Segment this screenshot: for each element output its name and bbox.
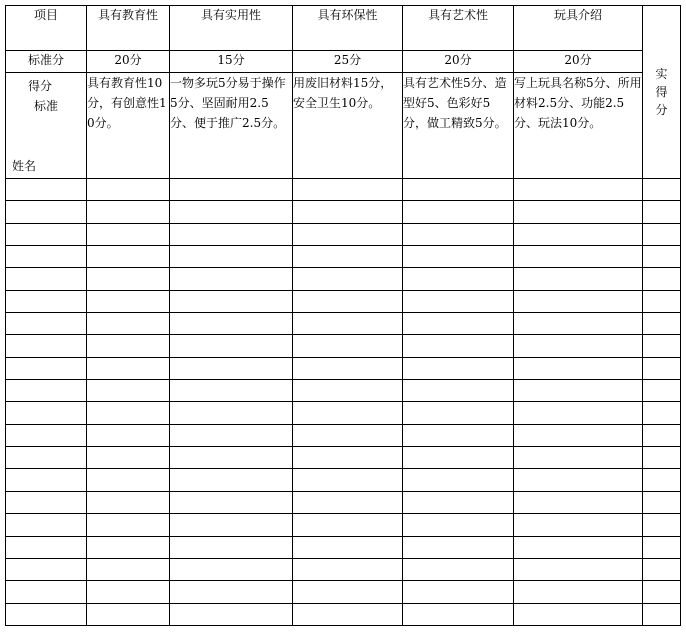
score-cell[interactable] (293, 245, 403, 267)
score-cell[interactable] (87, 268, 170, 290)
score-cell[interactable] (403, 558, 514, 580)
standard-score-artistic: 20分 (403, 50, 514, 72)
score-cell[interactable] (403, 424, 514, 446)
score-entry-row (6, 469, 681, 491)
student-name-cell[interactable] (6, 536, 87, 558)
student-name-cell[interactable] (6, 514, 87, 536)
standard-score-row (6, 50, 681, 72)
score-cell[interactable] (87, 290, 170, 312)
criteria-educational: 具有教育性10分，有创意性10分。 (87, 73, 170, 179)
criteria-row (6, 73, 681, 179)
score-entry-row (6, 223, 681, 245)
actual-score-cell[interactable] (643, 268, 681, 290)
score-entry-row (6, 357, 681, 379)
score-cell[interactable] (170, 178, 293, 200)
header-actual-score: 实得分 (643, 6, 681, 179)
score-cell[interactable] (293, 335, 403, 357)
actual-score-cell[interactable] (643, 536, 681, 558)
score-entry-row (6, 312, 681, 334)
score-cell[interactable] (403, 223, 514, 245)
criteria-eco-friendly: 用废旧材料15分，安全卫生10分。 (293, 73, 403, 179)
actual-score-cell[interactable] (643, 357, 681, 379)
actual-score-cell[interactable] (643, 290, 681, 312)
score-cell[interactable] (403, 536, 514, 558)
standard-score-label: 标准分 (6, 50, 87, 72)
score-cell[interactable] (170, 536, 293, 558)
criteria-toy-intro: 写上玩具名称5分、所用材料2.5分、功能2.5分、玩法10分。 (514, 73, 643, 179)
actual-score-cell[interactable] (643, 603, 681, 625)
score-cell[interactable] (170, 491, 293, 513)
score-cell[interactable] (514, 558, 643, 580)
student-name-cell[interactable] (6, 469, 87, 491)
score-entry-row (6, 268, 681, 290)
score-entry-row (6, 178, 681, 200)
score-cell[interactable] (293, 268, 403, 290)
score-cell[interactable] (87, 245, 170, 267)
header-toy-intro: 玩具介绍 (514, 6, 643, 51)
score-cell[interactable] (403, 312, 514, 334)
score-cell[interactable] (293, 603, 403, 625)
student-name-cell[interactable] (6, 178, 87, 200)
score-cell[interactable] (403, 581, 514, 603)
header-artistic: 具有艺术性 (403, 6, 514, 51)
score-cell[interactable] (293, 424, 403, 446)
header-item: 项目 (6, 6, 87, 51)
student-name-cell[interactable] (6, 581, 87, 603)
score-cell[interactable] (87, 380, 170, 402)
standard-score-educational: 20分 (87, 50, 170, 72)
score-cell[interactable] (514, 581, 643, 603)
score-cell[interactable] (293, 491, 403, 513)
score-entry-row (6, 491, 681, 513)
header-practical: 具有实用性 (170, 6, 293, 51)
score-cell[interactable] (170, 357, 293, 379)
student-name-cell[interactable] (6, 402, 87, 424)
score-entry-row (6, 380, 681, 402)
score-cell[interactable] (87, 201, 170, 223)
student-name-cell[interactable] (6, 201, 87, 223)
student-name-cell[interactable] (6, 268, 87, 290)
score-cell[interactable] (514, 514, 643, 536)
actual-score-cell[interactable] (643, 312, 681, 334)
score-cell[interactable] (170, 514, 293, 536)
score-entry-row (6, 245, 681, 267)
score-cell[interactable] (170, 581, 293, 603)
score-cell[interactable] (170, 424, 293, 446)
standard-score-eco-friendly: 25分 (293, 50, 403, 72)
score-cell[interactable] (293, 357, 403, 379)
score-cell[interactable] (514, 536, 643, 558)
criteria-name-cell (6, 73, 87, 179)
score-cell[interactable] (514, 178, 643, 200)
score-cell[interactable] (403, 380, 514, 402)
score-cell[interactable] (403, 603, 514, 625)
actual-score-cell[interactable] (643, 223, 681, 245)
score-cell[interactable] (514, 447, 643, 469)
actual-score-cell[interactable] (643, 514, 681, 536)
score-entry-row (6, 514, 681, 536)
score-entry-row (6, 402, 681, 424)
score-cell[interactable] (514, 335, 643, 357)
score-cell[interactable] (293, 447, 403, 469)
score-cell[interactable] (170, 245, 293, 267)
score-cell[interactable] (87, 469, 170, 491)
score-cell[interactable] (87, 312, 170, 334)
score-cell[interactable] (293, 178, 403, 200)
student-name-cell[interactable] (6, 424, 87, 446)
score-cell[interactable] (293, 201, 403, 223)
header-eco-friendly: 具有环保性 (293, 6, 403, 51)
criteria-practical: 一物多玩5分易于操作5分、坚固耐用2.5分、便于推广2.5分。 (170, 73, 293, 179)
student-name-cell[interactable] (6, 380, 87, 402)
score-cell[interactable] (403, 447, 514, 469)
score-cell[interactable] (170, 603, 293, 625)
score-entry-row (6, 290, 681, 312)
actual-score-cell[interactable] (643, 424, 681, 446)
score-cell[interactable] (170, 201, 293, 223)
score-cell[interactable] (170, 469, 293, 491)
actual-score-cell[interactable] (643, 491, 681, 513)
score-cell[interactable] (87, 447, 170, 469)
score-cell[interactable] (170, 268, 293, 290)
score-cell[interactable] (293, 223, 403, 245)
score-cell[interactable] (170, 558, 293, 580)
score-cell[interactable] (514, 402, 643, 424)
score-cell[interactable] (87, 581, 170, 603)
actual-score-cell[interactable] (643, 245, 681, 267)
score-cell[interactable] (403, 402, 514, 424)
score-cell[interactable] (87, 558, 170, 580)
standard-score-toy-intro: 20分 (514, 50, 643, 72)
score-cell[interactable] (514, 603, 643, 625)
actual-score-cell[interactable] (643, 558, 681, 580)
actual-score-cell[interactable] (643, 402, 681, 424)
score-cell[interactable] (514, 469, 643, 491)
score-cell[interactable] (403, 491, 514, 513)
actual-score-cell[interactable] (643, 581, 681, 603)
score-cell[interactable] (403, 178, 514, 200)
criteria-artistic: 具有艺术性5分、造型好5、色彩好5分，做工精致5分。 (403, 73, 514, 179)
score-cell[interactable] (293, 469, 403, 491)
student-name-cell[interactable] (6, 245, 87, 267)
score-entry-row (6, 536, 681, 558)
score-cell[interactable] (403, 290, 514, 312)
score-cell[interactable] (293, 581, 403, 603)
actual-score-cell[interactable] (643, 380, 681, 402)
actual-score-cell[interactable] (643, 178, 681, 200)
score-cell[interactable] (514, 424, 643, 446)
score-cell[interactable] (514, 268, 643, 290)
actual-score-cell[interactable] (643, 447, 681, 469)
score-cell[interactable] (293, 402, 403, 424)
score-cell[interactable] (403, 245, 514, 267)
student-name-cell[interactable] (6, 223, 87, 245)
actual-score-cell[interactable] (643, 335, 681, 357)
score-entry-row (6, 447, 681, 469)
student-name-cell[interactable] (6, 335, 87, 357)
score-cell[interactable] (403, 357, 514, 379)
student-name-cell[interactable] (6, 558, 87, 580)
score-cell[interactable] (514, 312, 643, 334)
name-label: 姓名 (12, 159, 37, 174)
score-cell[interactable] (514, 357, 643, 379)
score-cell[interactable] (403, 201, 514, 223)
actual-score-cell[interactable] (643, 201, 681, 223)
score-cell[interactable] (87, 491, 170, 513)
score-cell[interactable] (293, 536, 403, 558)
score-cell[interactable] (170, 447, 293, 469)
student-name-cell[interactable] (6, 357, 87, 379)
score-cell[interactable] (87, 357, 170, 379)
score-cell[interactable] (293, 380, 403, 402)
score-cell[interactable] (403, 268, 514, 290)
score-cell[interactable] (87, 536, 170, 558)
score-entry-row (6, 581, 681, 603)
score-cell[interactable] (87, 603, 170, 625)
score-cell[interactable] (87, 424, 170, 446)
score-cell[interactable] (514, 491, 643, 513)
score-cell[interactable] (170, 380, 293, 402)
actual-score-cell[interactable] (643, 469, 681, 491)
criteria-label: 标准 (34, 99, 59, 114)
score-entry-row (6, 335, 681, 357)
student-name-cell[interactable] (6, 491, 87, 513)
student-name-cell[interactable] (6, 603, 87, 625)
score-cell[interactable] (87, 402, 170, 424)
score-entry-row (6, 201, 681, 223)
score-cell[interactable] (403, 514, 514, 536)
score-cell[interactable] (514, 380, 643, 402)
score-cell[interactable] (170, 335, 293, 357)
score-cell[interactable] (87, 223, 170, 245)
score-cell[interactable] (87, 514, 170, 536)
score-cell[interactable] (514, 223, 643, 245)
scoring-table (5, 5, 681, 626)
student-name-cell[interactable] (6, 290, 87, 312)
score-cell[interactable] (170, 223, 293, 245)
score-cell[interactable] (514, 201, 643, 223)
student-name-cell[interactable] (6, 447, 87, 469)
score-cell[interactable] (170, 290, 293, 312)
header-educational: 具有教育性 (87, 6, 170, 51)
score-cell[interactable] (170, 312, 293, 334)
score-entry-row (6, 603, 681, 625)
student-name-cell[interactable] (6, 312, 87, 334)
standard-score-practical: 15分 (170, 50, 293, 72)
score-cell[interactable] (293, 514, 403, 536)
score-cell[interactable] (293, 312, 403, 334)
score-label: 得分 (28, 79, 53, 94)
score-cell[interactable] (403, 469, 514, 491)
score-cell[interactable] (514, 290, 643, 312)
score-entry-row (6, 424, 681, 446)
score-cell[interactable] (87, 178, 170, 200)
score-cell[interactable] (170, 402, 293, 424)
header-row (6, 6, 681, 51)
score-cell[interactable] (293, 290, 403, 312)
score-cell[interactable] (87, 335, 170, 357)
score-entry-row (6, 558, 681, 580)
score-cell[interactable] (403, 335, 514, 357)
score-cell[interactable] (293, 558, 403, 580)
score-cell[interactable] (514, 245, 643, 267)
